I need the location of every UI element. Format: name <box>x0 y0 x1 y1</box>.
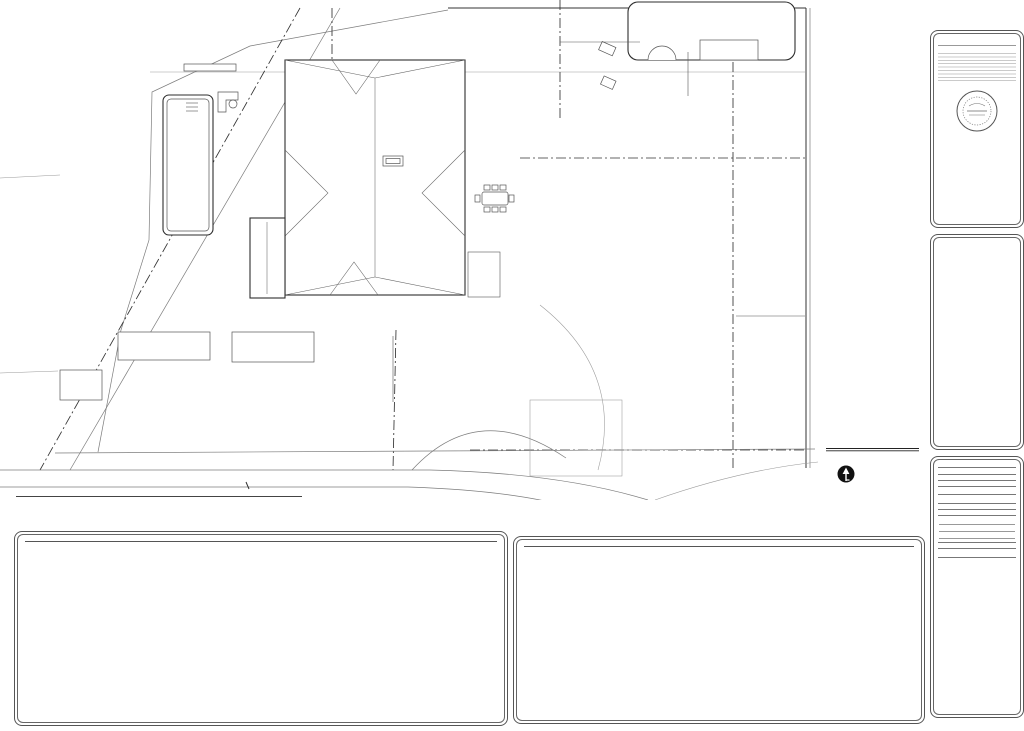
general-site-notes <box>14 531 508 726</box>
copyright <box>938 45 1016 81</box>
lawn-panel <box>232 332 314 362</box>
general-notes-title <box>25 539 497 542</box>
dining-set <box>475 185 514 212</box>
parking-pad <box>530 400 622 476</box>
revision-row <box>938 516 1016 543</box>
sheet-number-row <box>938 558 1016 571</box>
architect-block <box>930 30 1024 228</box>
fire-notes-title <box>16 494 302 497</box>
site-plan-title-block <box>826 449 919 483</box>
house-wing <box>250 218 285 298</box>
copyright-fine-print <box>938 53 1016 81</box>
fire-notes <box>16 494 316 500</box>
additional-notes-title <box>524 544 914 547</box>
sheet-info-block <box>930 456 1024 718</box>
stairs <box>468 252 500 297</box>
counter <box>184 64 236 71</box>
owner-info <box>938 487 1016 495</box>
permit-type <box>938 468 1016 475</box>
lawn-panel <box>118 332 210 360</box>
apn-info <box>938 495 1016 504</box>
project-title-block <box>930 234 1024 450</box>
sheet-title-row <box>938 549 1016 558</box>
additional-notes <box>513 536 925 724</box>
mech-storage <box>60 370 102 400</box>
north-arrow-icon <box>838 466 855 483</box>
architect-stamp-icon <box>954 88 1000 134</box>
